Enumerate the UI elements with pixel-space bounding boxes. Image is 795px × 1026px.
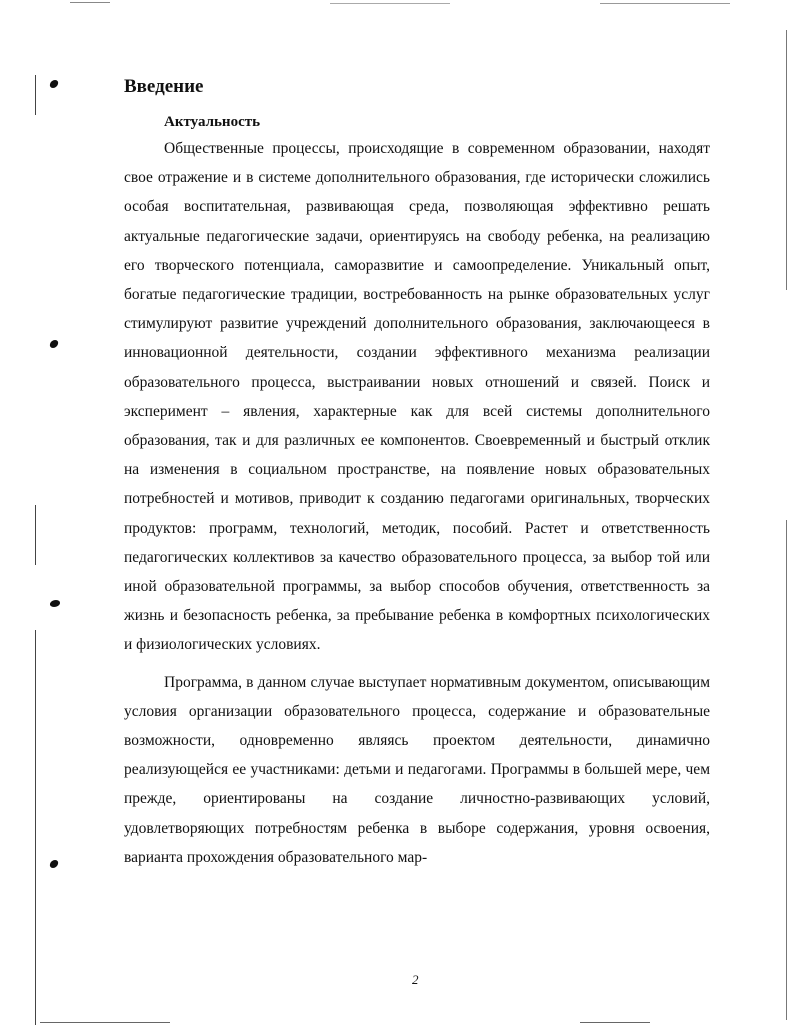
scan-artifact-line: [580, 1022, 650, 1023]
scan-edge-line: [35, 75, 36, 115]
document-body: [124, 72, 710, 872]
binder-hole-mark: [49, 80, 59, 88]
page-number: 2: [412, 972, 419, 987]
scan-artifact-line: [40, 1022, 170, 1023]
scan-artifact-line: [330, 3, 450, 4]
section-subheading: Актуальность: [164, 114, 261, 130]
paragraph: Программа, в данном случае выступает нормативным документом, описывающим условия организации образовательного процесса, содержание и образовательные возможности, одновременно являясь проектом деятельности, динамично реализующейся ее участниками: детьми и педагогами. Программы в большей мере, чем прежде, ориентированы на создание личностно-развивающих условий, удовлетворяющих потребностям ребенка в выборе содержания, уровня освоения, варианта прохождения образовательного мар-: [124, 673, 710, 866]
binder-hole-mark: [49, 600, 61, 607]
scan-edge-line: [35, 505, 36, 565]
page-title: Введение: [124, 76, 204, 97]
scan-artifact-line: [600, 3, 730, 4]
scan-artifact-line: [70, 2, 110, 3]
scan-edge-line: [786, 520, 787, 1020]
scan-edge-line: [786, 30, 787, 290]
paragraph: Общественные процессы, происходящие в современном образовании, находят свое отражение и в системе дополнительного образования, где исторически сложились особая воспитательная, развивающая среда, позволяющая эффективно решать актуальные педагогические задачи, ориентируясь на свободу ребенка, на реализацию его творческого потенциала, саморазвитие и самоопределение. Уникальный опыт, богатые педагогические традиции, востребованность на рынке образовательных услуг стимулируют развитие учреждений дополнительного образования, заключающееся в инновационной деятельности, создании эффективного механизма реализации образовательного процесса, выстраивании новых отношений и связей. Поиск и эксперимент – явления, характерные как для всей системы дополнительного образования, так и для различных ее компонентов. Своевременный и быстрый отклик на изменения в социальном пространстве, на появление новых образовательных потребностей и мотивов, приводит к созданию педагогами оригинальных, творческих продуктов: программ, технологий, методик, пособий. Растет и ответственность педагогических коллективов за качество образовательного процесса, за выбор той или иной образовательной программы, за выбор способов обучения, ответственность за жизнь и безопасность ребенка, за пребывание ребенка в комфортных психологических и физиологических условиях.: [124, 140, 710, 654]
scan-edge-line: [35, 630, 36, 1025]
binder-hole-mark: [49, 860, 59, 868]
binder-hole-mark: [49, 340, 59, 348]
